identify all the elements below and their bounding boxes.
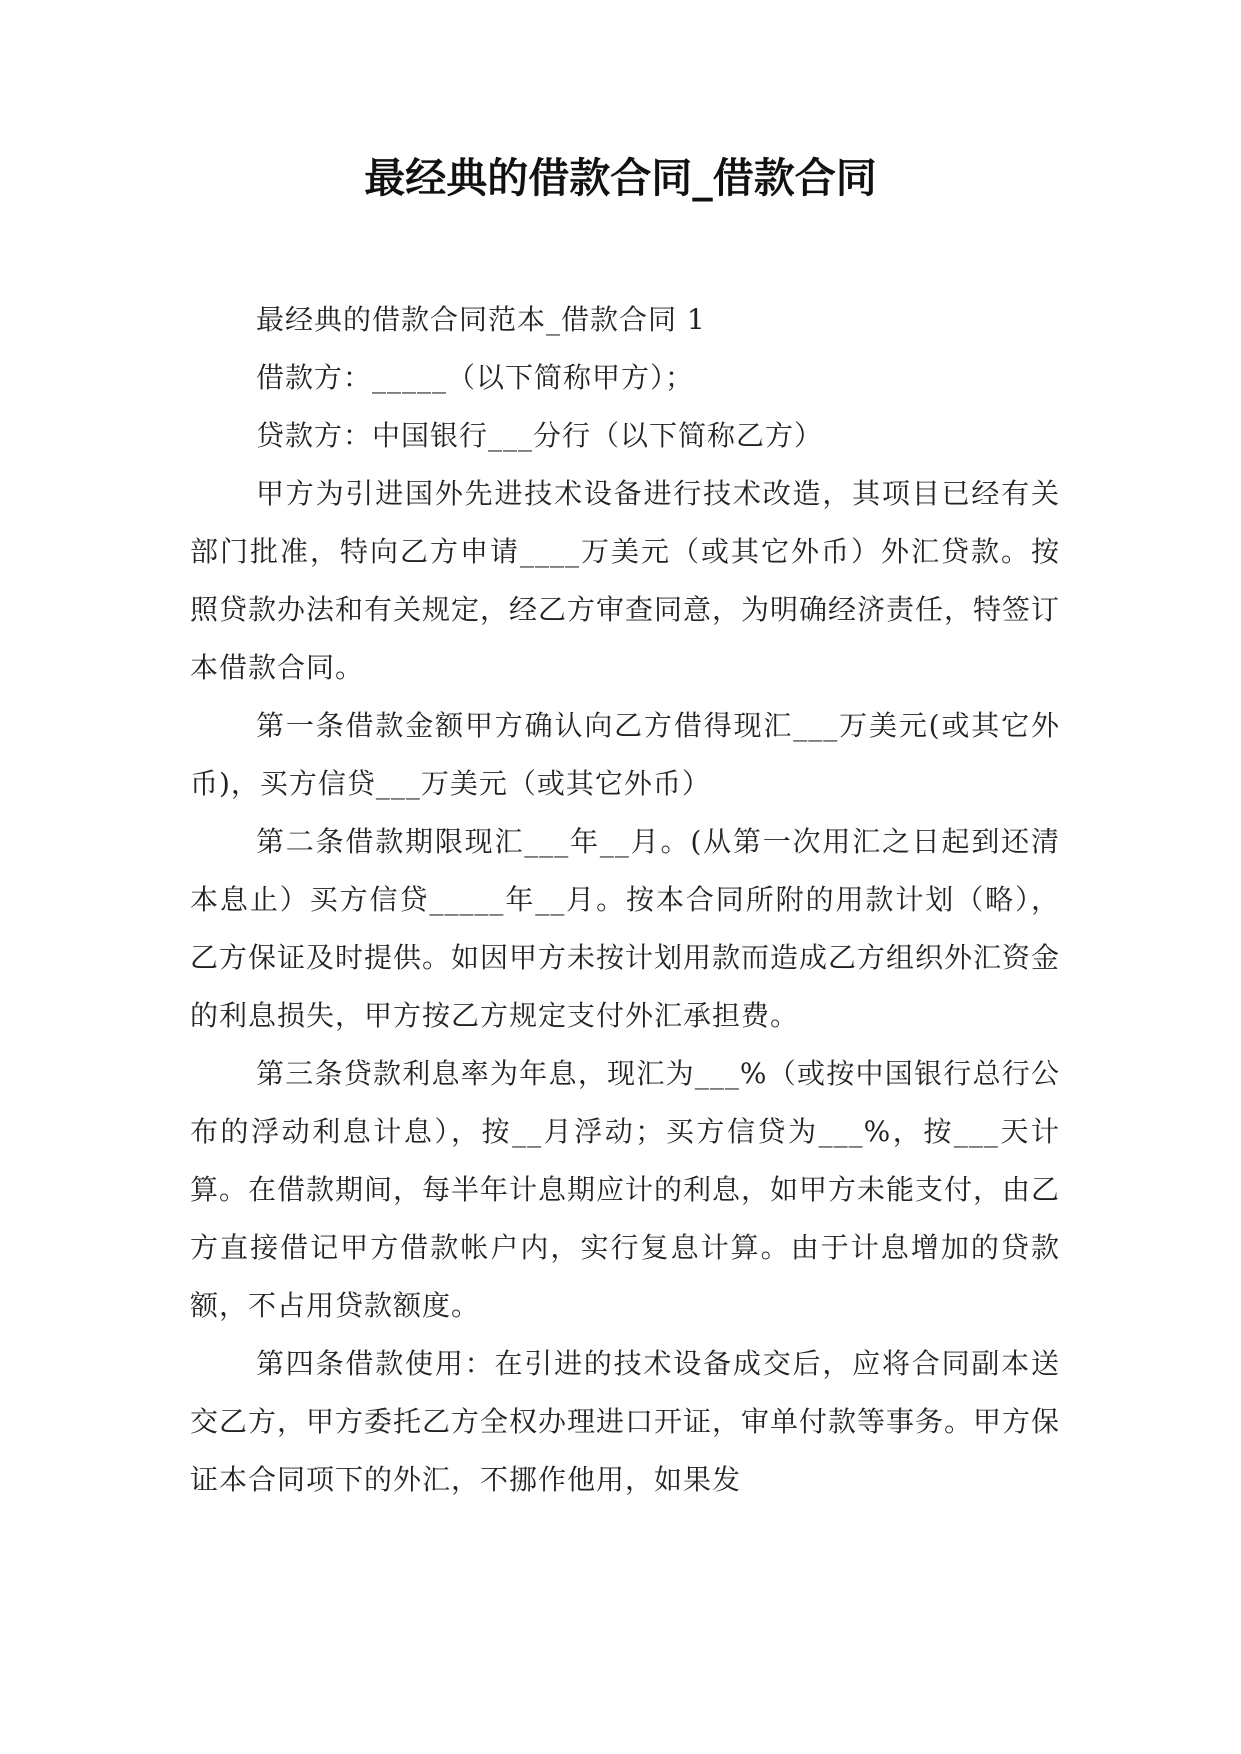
paragraph-article-4: 第四条借款使用：在引进的技术设备成交后，应将合同副本送交乙方，甲方委托乙方全权办理进口开证，审单付款等事务。甲方保证本合同项下的外汇，不挪作他用，如果发 (190, 1347, 1061, 1496)
paragraph-preamble: 甲方为引进国外先进技术设备进行技术改造，其项目已经有关部门批准，特向乙方申请____万美元（或其它外币）外汇贷款。按照贷款办法和有关规定，经乙方审查同意，为明确经济责任，特签订本借款合同。 (190, 477, 1061, 684)
paragraph-article-2: 第二条借款期限现汇___年__月。(从第一次用汇之日起到还清本息止）买方信贷_____年__月。按本合同所附的用款计划（略），乙方保证及时提供。如因甲方未按计划用款而造成乙方组织外汇资金的利息损失，甲方按乙方规定支付外汇承担费。 (190, 825, 1061, 1032)
paragraph-article-3: 第三条贷款利息率为年息，现汇为___%（或按中国银行总行公布的浮动利息计息），按__月浮动；买方信贷为___%，按___天计算。在借款期间，每半年计息期应计的利息，如甲方未能支付，由乙方直接借记甲方借款帐户内，实行复息计算。由于计息增加的贷款额，不占用贷款额度。 (190, 1057, 1061, 1322)
paragraph-lender: 贷款方：中国银行___分行（以下简称乙方） (256, 419, 824, 452)
paragraph-borrower: 借款方：_____（以下简称甲方）； (256, 361, 695, 394)
document-title: 最经典的借款合同_借款合同 (364, 154, 877, 202)
paragraph-subtitle: 最经典的借款合同范本_借款合同 1 (256, 303, 706, 336)
paragraph-article-1: 第一条借款金额甲方确认向乙方借得现汇___万美元(或其它外币)，买方信贷___万美元（或其它外币） (190, 709, 1060, 800)
document-body (190, 291, 1060, 1509)
